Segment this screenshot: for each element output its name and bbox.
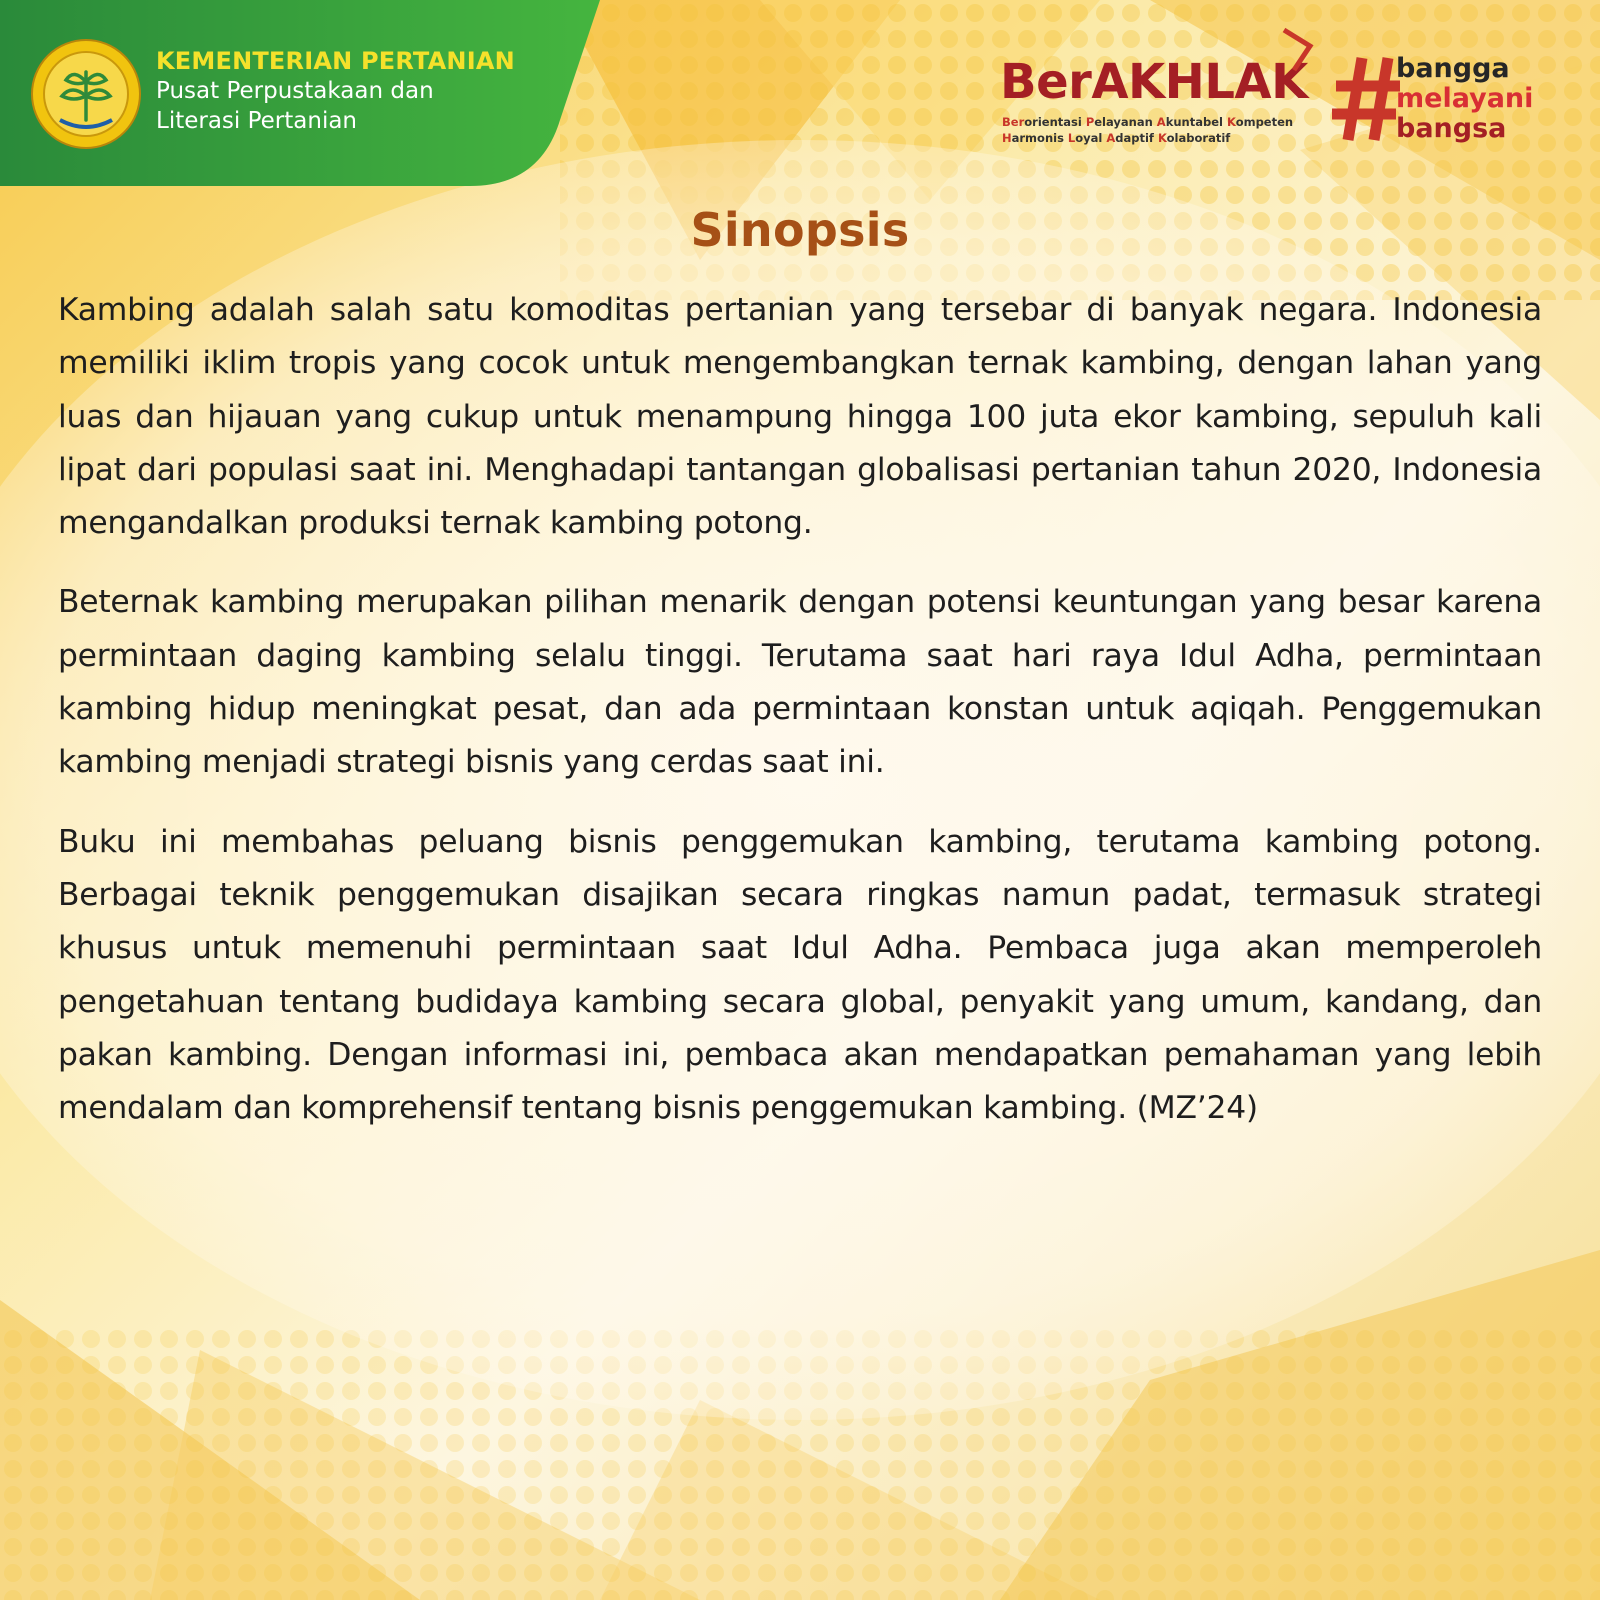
tagline-segment: ompeten — [1235, 115, 1294, 129]
berakhlak-tagline-line1 — [1002, 114, 1293, 130]
slogan-word-bangsa: bangsa — [1396, 113, 1507, 144]
tagline-segment: Ber — [1002, 115, 1025, 129]
tagline-segment: H — [1002, 131, 1012, 145]
slogan-word-bangga: bangga — [1396, 53, 1510, 84]
berakhlak-wordmark: BerAKHLAK — [1000, 54, 1308, 110]
hashtag-icon — [1332, 54, 1404, 144]
unit-name-line2: Literasi Pertanian — [156, 108, 358, 134]
unit-name-line1: Pusat Perpustakaan dan — [156, 78, 434, 104]
tagline-segment: L — [1067, 131, 1076, 145]
ministry-name: KEMENTERIAN PERTANIAN — [156, 47, 515, 75]
tagline-segment: K — [1157, 131, 1167, 145]
organization-name — [156, 46, 515, 136]
kementan-seal-icon — [30, 38, 142, 150]
tagline-segment: daptif — [1115, 131, 1158, 145]
synopsis-paragraph-3: Buku ini membahas peluang bisnis penggemukan kambing, terutama kambing potong. Berbagai teknik penggemukan disajikan secara ringkas namun padat, termasuk strategi khusus untuk memenuhi permintaan saat Idul Adha. Pembaca juga akan memperoleh pengetahuan tentang budidaya kambing secara global, penyakit yang umum, kandang, dan pakan kambing. Dengan informasi ini, pembaca akan mendapatkan pemahaman yang lebih mendalam dan komprehensif tentang bisnis penggemukan kambing. (MZ’24) — [58, 823, 1542, 1127]
berakhlak-tagline — [1002, 114, 1293, 146]
berakhlak-tagline-line2 — [1002, 130, 1293, 146]
tagline-segment: A — [1156, 115, 1166, 129]
synopsis-paragraph-2: Beternak kambing merupakan pilihan menarik dengan potensi keuntungan yang besar karena permintaan daging kambing selalu tinggi. Terutama saat hari raya Idul Adha, permintaan kambing hidup meningkat pesat, dan ada permintaan konstan untuk aqiqah. Penggemukan kambing menjadi strategi bisnis yang cerdas saat ini. — [58, 584, 1542, 781]
tagline-segment: orientasi — [1024, 115, 1086, 129]
tagline-segment: P — [1085, 115, 1095, 129]
tagline-segment: armonis — [1011, 131, 1068, 145]
tagline-segment: elayanan — [1094, 115, 1157, 129]
slogan-word-melayani: melayani — [1396, 83, 1534, 114]
tagline-segment: K — [1226, 115, 1236, 129]
synopsis-paragraph-1: Kambing adalah salah satu komoditas pertanian yang tersebar di banyak negara. Indonesia memiliki iklim tropis yang cocok untuk mengembangkan ternak kambing, dengan lahan yang luas dan hijauan yang cukup untuk menampung hingga 100 juta ekor kambing, sepuluh kali lipat dari populasi saat ini. Menghadapi tantangan globalisasi pertanian tahun 2020, Indonesia mengandalkan produksi ternak kambing potong. — [58, 292, 1542, 542]
chevron-right-icon — [1280, 26, 1320, 76]
tagline-segment: olaboratif — [1166, 131, 1231, 145]
synopsis-body — [58, 284, 1542, 1161]
tagline-segment: kuntabel — [1165, 115, 1227, 129]
berakhlak-logo — [1000, 26, 1320, 156]
slogan-bangga-melayani-bangsa — [1396, 54, 1533, 144]
tagline-segment: oyal — [1075, 131, 1107, 145]
tagline-segment: A — [1106, 131, 1116, 145]
page-title: Sinopsis — [690, 203, 910, 257]
